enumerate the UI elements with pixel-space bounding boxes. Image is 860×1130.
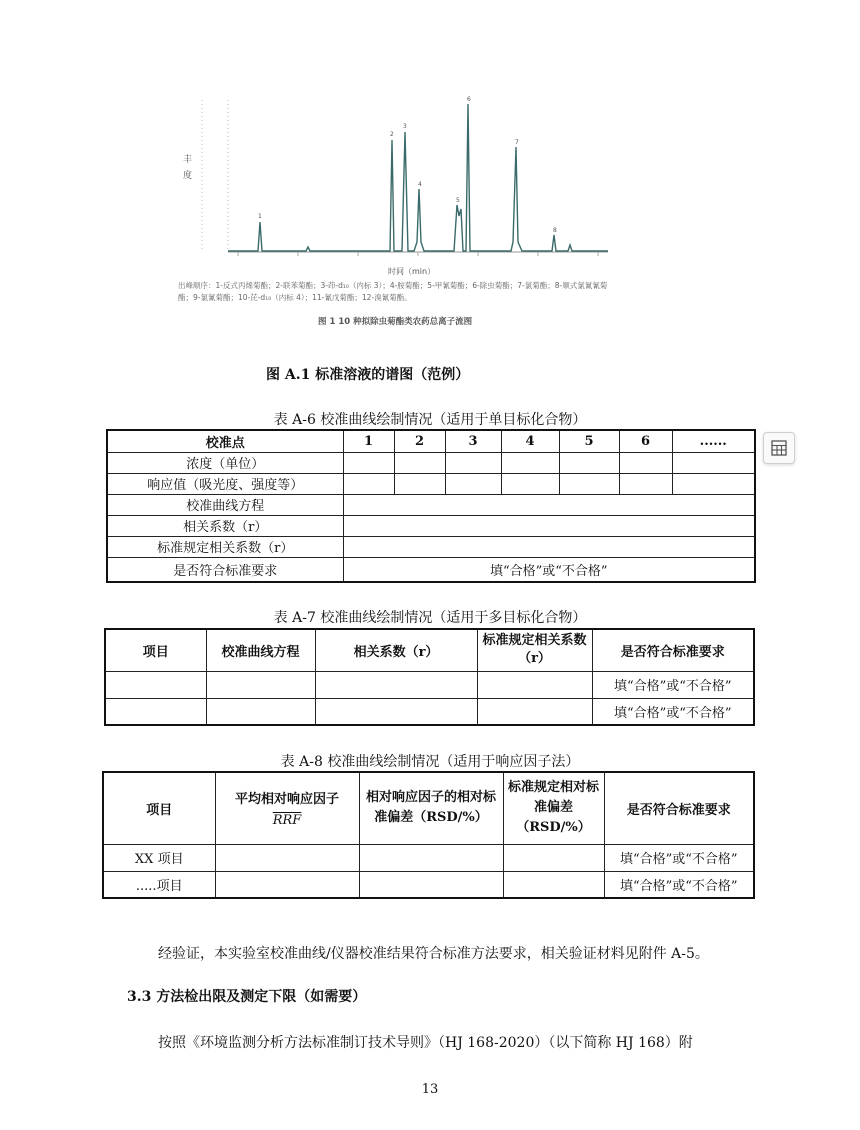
y-axis-label-1: 丰 xyxy=(183,155,193,165)
row-label: 标准规定相关系数（r） xyxy=(107,536,343,557)
row-label: 响应值（吸光度、强度等） xyxy=(107,473,343,494)
header-cell: 1 xyxy=(343,430,394,452)
table-a8 xyxy=(102,771,755,899)
row-label: .....项目 xyxy=(103,871,215,898)
table-view-button[interactable] xyxy=(763,432,795,464)
table-a6-caption: 表 A-6 校准曲线绘制情况（适用于单目标化合物） xyxy=(273,412,587,428)
elution-order-note: 出峰顺序：1-反式丙烯菊酯；2-联苯菊酯；3-茚-d₁₀（内标 3）；4-胺菊酯；5-甲氰菊酯；6-除虫菊酯；7-氯菊酯；8-顺式氯氰氰菊酯；9-氯氰菊酯；10-芘-d₁₀（内标 4）；11-氰戊菊酯；12-溴氰菊酯。 xyxy=(178,281,608,302)
row-label: 是否符合标准要求 xyxy=(107,557,343,582)
fill-hint: 填“合格”或“不合格” xyxy=(604,871,754,898)
verification-paragraph: 经验证，本实验室校准曲线/仪器校准结果符合标准方法要求，相关验证材料见附件 A-5。 xyxy=(158,946,709,962)
table-row xyxy=(107,473,755,494)
x-axis-label: 时间（min） xyxy=(388,267,436,276)
table-row xyxy=(103,871,754,898)
table-row xyxy=(105,671,754,698)
header-cell: 相关系数（r） xyxy=(315,629,477,671)
table-a6 xyxy=(106,429,756,583)
svg-text:4: 4 xyxy=(418,181,422,188)
table-a8-caption: 表 A-8 校准曲线绘制情况（适用于响应因子法） xyxy=(280,754,580,770)
chromatogram-trace xyxy=(228,104,608,251)
svg-text:6: 6 xyxy=(467,96,471,103)
header-cell: 5 xyxy=(559,430,619,452)
row-label: XX 项目 xyxy=(103,844,215,871)
chromatogram-figure xyxy=(178,92,610,332)
figure-inner-title: 图 1 10 种拟除虫菊酯类农药总离子流图 xyxy=(318,317,473,327)
header-cell: 相对响应因子的相对标准偏差（RSD/%） xyxy=(359,772,503,844)
table-a8-header xyxy=(103,772,754,844)
svg-text:1: 1 xyxy=(258,213,262,220)
figure-caption: 图 A.1 标准溶液的谱图（范例） xyxy=(266,367,470,383)
fill-hint: 填“合格”或“不合格” xyxy=(592,698,754,725)
fill-hint: 填“合格”或“不合格” xyxy=(592,671,754,698)
header-cell: 校准点 xyxy=(107,430,343,452)
header-cell: 4 xyxy=(501,430,559,452)
y-axis-label-2: 度 xyxy=(183,171,193,181)
table-a7-caption: 表 A-7 校准曲线绘制情况（适用于多目标化合物） xyxy=(273,610,587,626)
svg-text:3: 3 xyxy=(403,123,407,130)
rrf-symbol: $\overline{RRF}$ xyxy=(272,813,302,829)
table-a6-header xyxy=(107,430,755,452)
svg-text:5: 5 xyxy=(456,197,460,204)
row-label: 校准曲线方程 xyxy=(107,494,343,515)
table-row xyxy=(107,452,755,473)
header-cell: 标准规定相关系数（r） xyxy=(477,629,592,671)
header-cell: 6 xyxy=(619,430,672,452)
header-cell: ...... xyxy=(672,430,755,452)
fill-hint: 填“合格”或“不合格” xyxy=(343,557,755,582)
header-cell: 项目 xyxy=(105,629,206,671)
page-number: 13 xyxy=(421,1082,439,1097)
table-row xyxy=(107,515,755,536)
table-a7 xyxy=(104,628,755,726)
table-row xyxy=(107,557,755,582)
row-label: 浓度（单位） xyxy=(107,452,343,473)
fill-hint: 填“合格”或“不合格” xyxy=(604,844,754,871)
table-a7-header xyxy=(105,629,754,671)
header-cell xyxy=(215,772,359,844)
row-label: 相关系数（r） xyxy=(107,515,343,536)
header-cell: 是否符合标准要求 xyxy=(592,629,754,671)
svg-text:7: 7 xyxy=(515,139,519,146)
header-cell: 标准规定相对标准偏差（RSD/%） xyxy=(503,772,604,844)
avg-rrf-label: 平均相对响应因子 xyxy=(234,792,339,808)
header-cell: 项目 xyxy=(103,772,215,844)
header-cell: 2 xyxy=(394,430,445,452)
section-title: 3.3 方法检出限及测定下限（如需要） xyxy=(127,989,367,1005)
table-row xyxy=(103,844,754,871)
table-row xyxy=(105,698,754,725)
header-cell: 3 xyxy=(445,430,501,452)
table-row xyxy=(107,536,755,557)
svg-text:2: 2 xyxy=(390,131,394,138)
header-cell: 是否符合标准要求 xyxy=(604,772,754,844)
method-paragraph: 按照《环境监测分析方法标准制订技术导则》（HJ 168-2020）（以下简称 HJ 168）附 xyxy=(158,1035,693,1051)
header-cell: 校准曲线方程 xyxy=(206,629,315,671)
table-view-icon xyxy=(764,433,794,463)
chromatogram-svg xyxy=(178,92,610,332)
table-row xyxy=(107,494,755,515)
svg-text:8: 8 xyxy=(553,227,557,234)
